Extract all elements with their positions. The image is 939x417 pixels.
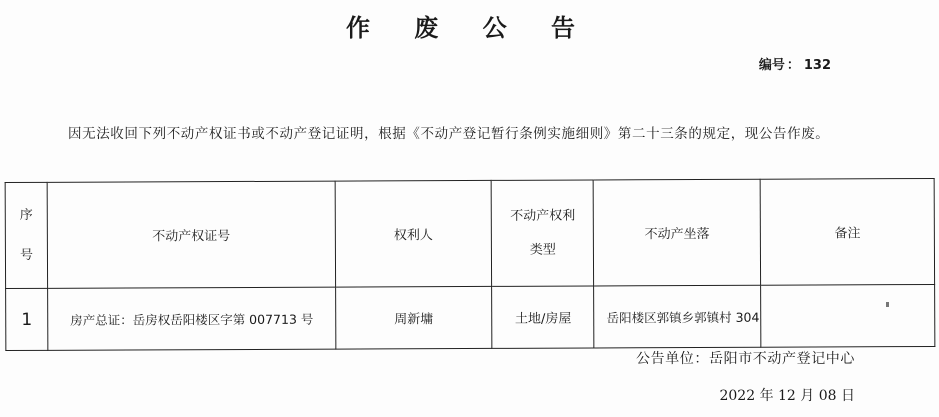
header-cert-no: 不动产权证号	[47, 181, 335, 288]
document-number-label: 编号	[758, 58, 785, 73]
cell-remarks	[761, 284, 935, 347]
issue-date: 2022 年 12 月 08 日	[719, 388, 855, 404]
table-row	[6, 284, 935, 350]
document-number-value: 132	[803, 58, 831, 73]
header-index-line2: 号	[19, 247, 33, 263]
header-remarks: 备注	[760, 178, 934, 285]
document-title: 作 废 公 告	[345, 14, 594, 42]
document-number-separator: ：	[786, 58, 800, 73]
cell-cert-no: 房产总证：岳房权岳阳楼区字第 007713 号	[48, 287, 336, 350]
void-certificates-table	[5, 178, 936, 351]
document-number	[759, 54, 831, 73]
cell-location: 岳阳楼区郭镇乡郭镇村 304	[594, 285, 761, 348]
header-right-type-line1: 不动产权利	[510, 208, 576, 224]
header-right-type	[492, 180, 594, 286]
header-index	[5, 182, 47, 288]
cell-holder: 周新墉	[335, 286, 492, 349]
issuing-unit: 公告单位：岳阳市不动产登记中心	[636, 351, 855, 367]
header-location: 不动产坐落	[593, 179, 760, 286]
header-right-type-line2: 类型	[529, 242, 556, 258]
cell-index: 1	[6, 288, 48, 350]
intro-paragraph: 因无法收回下列不动产权证书或不动产登记证明，根据《不动产登记暂行条例实施细则》第二十三条的规定，现公告作废。	[68, 126, 830, 142]
scan-speck	[886, 302, 889, 307]
table-header-row	[5, 178, 934, 288]
cell-right-type: 土地/房屋	[492, 286, 594, 348]
header-index-line1: 序	[19, 207, 33, 223]
header-holder: 权利人	[335, 180, 492, 287]
